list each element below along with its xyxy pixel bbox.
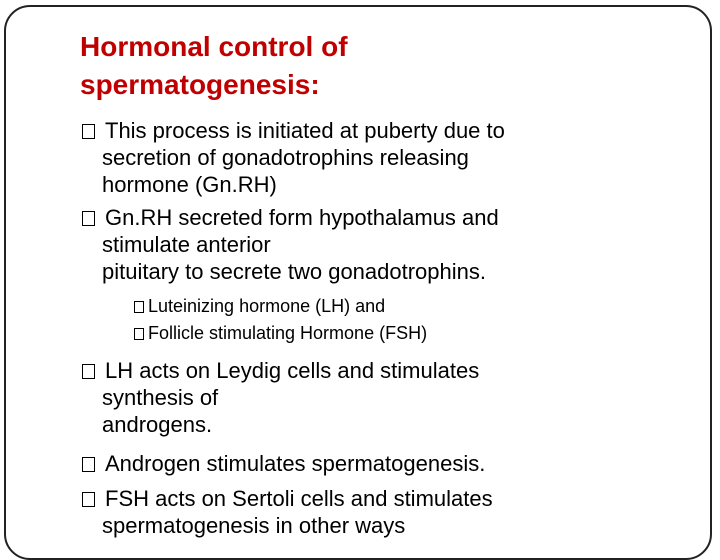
bullet-text: hormone (Gn.RH)	[102, 172, 277, 197]
bullet-text: LH acts on Leydig cells and stimulates	[105, 358, 480, 383]
bullet-box-icon	[82, 357, 102, 384]
bullet-box-icon	[82, 485, 102, 512]
bullet-box-icon	[82, 204, 102, 231]
bullet-text: spermatogenesis in other ways	[102, 513, 406, 538]
bullet-text: Androgen stimulates spermatogenesis.	[105, 451, 486, 476]
sub-bullet-text: Luteinizing hormone (LH) and	[148, 296, 386, 316]
title-line-2: spermatogenesis:	[80, 69, 320, 100]
slide-title	[80, 28, 348, 104]
bullet-item	[82, 117, 505, 198]
bullet-item	[82, 450, 485, 477]
title-line-1: Hormonal control of	[80, 31, 348, 62]
sub-bullet-item	[134, 294, 385, 318]
bullet-text: stimulate anterior	[102, 232, 271, 257]
bullet-text: FSH acts on Sertoli cells and stimulates	[105, 486, 493, 511]
sub-bullet-box-icon	[134, 321, 148, 345]
sub-bullet-text: Follicle stimulating Hormone (FSH)	[148, 323, 428, 343]
bullet-text: pituitary to secrete two gonadotrophins.	[102, 259, 487, 284]
sub-bullet-item	[134, 321, 427, 345]
bullet-text: synthesis of	[102, 385, 219, 410]
bullet-text: Gn.RH secreted form hypothalamus and	[105, 205, 499, 230]
bullet-text: secretion of gonadotrophins releasing	[102, 145, 469, 170]
bullet-box-icon	[82, 117, 102, 144]
bullet-item	[82, 204, 499, 285]
bullet-item	[82, 357, 479, 438]
bullet-text: androgens.	[102, 412, 213, 437]
bullet-text: This process is initiated at puberty due to	[105, 118, 505, 143]
bullet-box-icon	[82, 450, 102, 477]
sub-bullet-box-icon	[134, 294, 148, 318]
bullet-item	[82, 485, 493, 539]
